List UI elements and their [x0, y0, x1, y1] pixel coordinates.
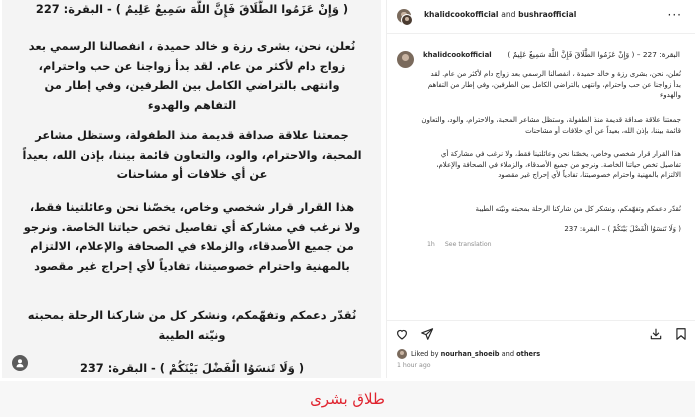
caption-paragraph-2: جمعتنا علاقة صداقة قديمة منذ الطفولة، وستظل مشاعر المحبة، والاحترام، والود، والتعاون قائمة بيننا، بإذن الله، بعيداً عن أي خلافات أو مشاحنات — [421, 116, 681, 135]
post-header — [387, 0, 695, 34]
share-icon[interactable] — [420, 326, 434, 340]
caption-meta — [427, 241, 492, 248]
action-bar — [387, 320, 695, 342]
liked-prefix: Liked by — [411, 350, 439, 358]
post-authors — [424, 10, 576, 19]
caption-paragraph-3: هذا القرار قرار شخصي وخاص، يخصّنا نحن وعائلتينا فقط، ولا نرغب في مشاركة أي تفاصيل تخص حياتنا الخاصة. ونرجو من جميع الأصدقاء، والزملاء في الصحافة والإعلام، الالتزام بالمهنية واحترام خصوصيتنا، تفادياً لأي إحراج غير مقصود — [436, 150, 681, 180]
heart-icon[interactable] — [395, 326, 409, 340]
author-link[interactable]: khalidcookofficial — [424, 10, 499, 19]
image-verse-bottom: ( وَلَا تَنسَوُا الْفَضْلَ بَيْنَكُمْ ) - البقرة: 237 — [79, 361, 305, 375]
image-paragraph-3: هذا القرار قرار شخصي وخاص، يخصّنا نحن وعائلتينا فقط، ولا نرغب في مشاركة أي تفاصيل تخص حياتنا الخاصة. ونرجو من جميع الأصدقاء، والزملاء في الصحافة والإعلام، الالتزام بالمهنية واحترام خصوصيتنا، تفادياً لأي إحراج غير مقصود — [23, 200, 361, 273]
avatar[interactable] — [401, 14, 413, 26]
likes-summary — [411, 350, 540, 358]
caption-avatar[interactable] — [397, 51, 414, 68]
post-time: 1 hour ago — [397, 362, 431, 369]
caption-paragraph-1: نُعلن، نحن، بشرى رزة و خالد حميدة ، انفصالنا الرسمي بعد زواج دام لأكثر من عام. لقد بدأ زواجنا عن حب واحترام، وانتهى بالتراضي الكامل بين الطرفين، وفي إطار من التفاهم والهدوء — [427, 70, 681, 100]
download-icon[interactable] — [649, 326, 663, 340]
author-join: and — [501, 10, 516, 19]
image-paragraph-4: نُقدّر دعمكم وتفهّمكم، ونشكر كل من شاركنا الرحلة بمحبته ونيّته الطيبة — [27, 308, 357, 342]
more-icon[interactable]: ··· — [667, 8, 682, 22]
post-image — [2, 0, 381, 378]
liked-user-link[interactable]: nourhan_shoeib — [440, 350, 500, 358]
caption-paragraph-4: نُقدّر دعمكم وتفهّمكم، ونشكر كل من شاركنا الرحلة بمحبته ونيّته الطيبة — [475, 205, 681, 213]
liked-others-link[interactable]: others — [516, 350, 541, 358]
caption-age: 1h — [427, 241, 435, 248]
bottom-title: طلاق بشرى — [310, 390, 385, 408]
image-verse-top: ( وَإِنْ عَزَمُوا الطَّلَاقَ فَإِنَّ اللَّهَ سَمِيعٌ عَلِيمٌ ) - البقرة: 227 — [35, 2, 349, 16]
profile-icon[interactable] — [12, 355, 28, 371]
caption-verse: البقرة: 227 – ( وَإِنْ عَزَمُوا الطَّلَاقَ فَإِنَّ اللَّهَ سَمِيعٌ عَلِيمٌ ) — [507, 50, 680, 59]
liked-avatar — [397, 349, 407, 359]
image-paragraph-1: نُعلن، نحن، بشرى رزة و خالد حميدة ، انفصالنا الرسمي بعد زواج دام لأكثر من عام. لقد بدأ زواجنا عن حب واحترام، وانتهى بالتراضي الكامل بين الطرفين، وفي إطار من التفاهم والهدوء — [28, 39, 356, 112]
author-link[interactable]: bushraofficial — [518, 10, 577, 19]
save-icon[interactable] — [674, 326, 688, 340]
caption-username[interactable]: khalidcookofficial — [423, 51, 492, 59]
image-paragraph-2: جمعتنا علاقة صداقة قديمة منذ الطفولة، وستظل مشاعر المحبة، والاحترام، والود، والتعاون قائمة بيننا، بإذن الله، بعيداً عن أي خلافات أو مشاحنات — [22, 128, 362, 182]
caption-paragraph-5: ( وَلَا تَنسَوُا الْفَضْلَ بَيْنَكُمْ ) – البقرة: 237 — [564, 225, 681, 233]
liked-join: and — [501, 350, 515, 358]
post-panel — [386, 0, 695, 378]
bottom-caption-bar — [0, 381, 695, 417]
see-translation-link[interactable]: See translation — [444, 241, 492, 248]
